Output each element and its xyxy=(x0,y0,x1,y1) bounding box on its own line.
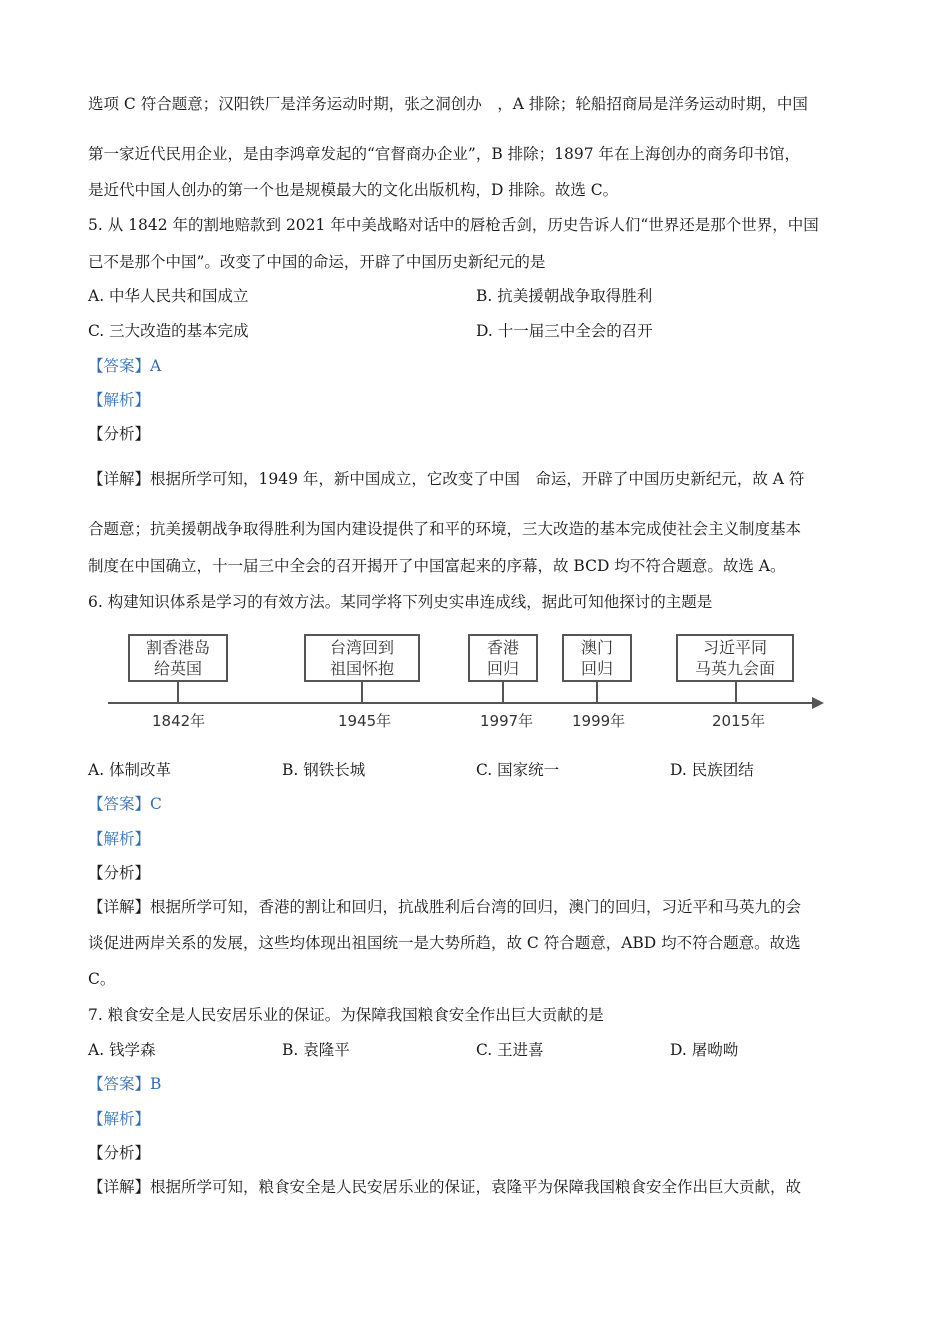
q6-answer: 【答案】C xyxy=(88,795,162,813)
q6-timeline-figure xyxy=(100,622,830,742)
prev-explanation-line-2: 第一家近代民用企业，是由李鸿章发起的“官督商办企业”，B 排除；1897 年在上海创办的商务印书馆， xyxy=(88,145,801,163)
q5-detail-line-3: 制度在中国确立，十一届三中全会的召开揭开了中国富起来的序幕，故 BCD 均不符合题意。故选 A。 xyxy=(88,557,786,575)
q7-fenxi-label: 【分析】 xyxy=(88,1144,151,1162)
timeline-event-text: 香港 xyxy=(486,638,519,657)
timeline-tick xyxy=(596,682,598,703)
q7-option-b: B. 袁隆平 xyxy=(282,1041,350,1059)
q5-stem-line-1: 5. 从 1842 年的割地赔款到 2021 年中美战略对话中的唇枪舌剑，历史告诉人们“世界还是那个世界，中国 xyxy=(88,216,819,234)
q6-detail-line-1: 【详解】根据所学可知，香港的割让和回归，抗战胜利后台湾的回归，澳门的回归，习近平和马英九的会 xyxy=(88,898,802,916)
q6-option-b: B. 钢铁长城 xyxy=(282,761,366,779)
timeline-event-box xyxy=(128,634,228,682)
q6-fenxi-label: 【分析】 xyxy=(88,864,151,882)
q6-option-d: D. 民族团结 xyxy=(670,761,754,779)
timeline-event-text: 习近平同 xyxy=(702,638,767,657)
timeline-event-text: 割香港岛 xyxy=(145,638,210,657)
q7-option-a: A. 钱学森 xyxy=(88,1041,156,1059)
q5-answer: 【答案】A xyxy=(88,357,162,375)
timeline-tick xyxy=(502,682,504,703)
timeline-event-text: 祖国怀抱 xyxy=(329,659,394,678)
timeline-year: 2015年 xyxy=(712,712,766,730)
q5-option-c: C. 三大改造的基本完成 xyxy=(88,322,249,340)
q7-option-c: C. 王进喜 xyxy=(476,1041,544,1059)
q7-option-d: D. 屠呦呦 xyxy=(670,1041,739,1059)
q6-detail-line-3: C。 xyxy=(88,970,116,988)
q7-answer: 【答案】B xyxy=(88,1075,162,1093)
q5-detail-line-2: 合题意；抗美援朝战争取得胜利为国内建设提供了和平的环境，三大改造的基本完成使社会主义制度基本 xyxy=(88,520,802,538)
q5-option-a: A. 中华人民共和国成立 xyxy=(88,287,249,305)
timeline-event-box xyxy=(676,634,794,682)
q7-jiexi-label: 【解析】 xyxy=(88,1110,151,1128)
q6-option-c: C. 国家统一 xyxy=(476,761,560,779)
q6-option-a: A. 体制改革 xyxy=(88,761,172,779)
timeline-year: 1999年 xyxy=(572,712,626,730)
q6-jiexi-label: 【解析】 xyxy=(88,830,151,848)
timeline-event-text: 澳门 xyxy=(580,638,613,657)
q6-stem: 6. 构建知识体系是学习的有效方法。某同学将下列史实串连成线，据此可知他探讨的主题是 xyxy=(88,593,713,611)
q5-detail-line-1: 【详解】根据所学可知，1949 年，新中国成立，它改变了中国 命运，开辟了中国历史新纪元，故 A 符 xyxy=(88,470,805,488)
timeline-event-box xyxy=(468,634,538,682)
q5-jiexi-label: 【解析】 xyxy=(88,391,151,409)
q5-stem-line-2: 已不是那个中国”。改变了中国的命运，开辟了中国历史新纪元的是 xyxy=(88,253,546,271)
prev-explanation-line-1: 选项 C 符合题意；汉阳铁厂是洋务运动时期，张之洞创办 ，A 排除；轮船招商局是洋务运动时期，中国 xyxy=(88,95,808,113)
timeline-axis xyxy=(108,702,816,704)
timeline-event-box xyxy=(304,634,420,682)
q5-option-b: B. 抗美援朝战争取得胜利 xyxy=(476,287,653,305)
timeline-arrow xyxy=(812,697,824,709)
timeline-tick xyxy=(361,682,363,703)
prev-explanation-line-3: 是近代中国人创办的第一个也是规模最大的文化出版机构，D 排除。故选 C。 xyxy=(88,181,619,199)
q5-option-d: D. 十一届三中全会的召开 xyxy=(476,322,653,340)
timeline-event-text: 回归 xyxy=(580,659,613,678)
q5-fenxi-label: 【分析】 xyxy=(88,425,151,443)
timeline-event-text: 台湾回到 xyxy=(329,638,394,657)
timeline-year: 1842年 xyxy=(152,712,206,730)
timeline-tick xyxy=(177,682,179,703)
timeline-year: 1997年 xyxy=(480,712,534,730)
q6-detail-line-2: 谈促进两岸关系的发展，这些均体现出祖国统一是大势所趋，故 C 符合题意，ABD 均不符合题意。故选 xyxy=(88,934,801,952)
timeline-event-text: 马英九会面 xyxy=(694,659,775,678)
q7-detail-line-1: 【详解】根据所学可知，粮食安全是人民安居乐业的保证，袁隆平为保障我国粮食安全作出巨大贡献，故 xyxy=(88,1178,802,1196)
timeline-event-text: 回归 xyxy=(486,659,519,678)
timeline-year: 1945年 xyxy=(338,712,392,730)
q7-stem: 7. 粮食安全是人民安居乐业的保证。为保障我国粮食安全作出巨大贡献的是 xyxy=(88,1006,604,1024)
timeline-event-text: 给英国 xyxy=(153,659,202,678)
timeline-tick xyxy=(735,682,737,703)
timeline-event-box xyxy=(562,634,632,682)
